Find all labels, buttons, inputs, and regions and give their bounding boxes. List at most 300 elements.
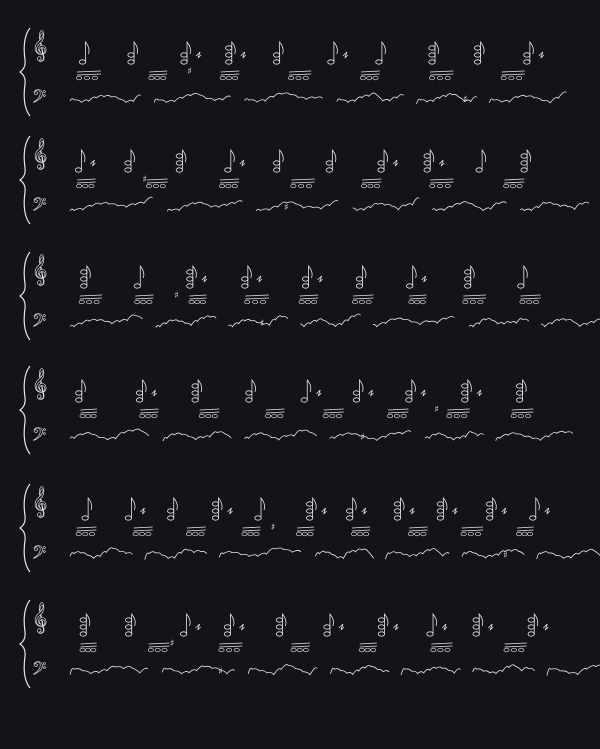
notehead	[192, 398, 198, 402]
notehead	[308, 532, 313, 536]
rest	[239, 624, 244, 630]
beamed-figure	[408, 527, 427, 536]
notehead	[528, 632, 534, 636]
beam	[504, 179, 524, 183]
notehead	[366, 300, 371, 304]
note-group	[273, 42, 283, 64]
notehead	[378, 632, 384, 636]
notehead	[136, 391, 142, 395]
beam	[430, 179, 453, 183]
notehead	[374, 184, 379, 188]
notehead	[373, 76, 378, 80]
stem-flag	[334, 42, 338, 62]
notehead	[353, 398, 359, 402]
sharp-icon: ♯	[360, 433, 365, 443]
stem-flag	[309, 266, 313, 286]
notehead	[387, 414, 392, 418]
notehead	[148, 648, 153, 652]
notehead	[302, 284, 308, 288]
notehead	[306, 502, 312, 506]
notehead	[303, 648, 308, 652]
note-group	[486, 498, 506, 520]
notehead	[80, 414, 85, 418]
notehead	[155, 76, 160, 80]
stem-flag	[534, 614, 538, 634]
note-group	[82, 498, 92, 520]
beam	[134, 527, 153, 531]
rest	[257, 276, 262, 282]
stem-flag	[282, 614, 286, 634]
notehead	[146, 414, 151, 418]
note-group	[473, 614, 493, 636]
note-group	[81, 266, 91, 288]
beam	[289, 71, 311, 75]
rest	[452, 508, 457, 514]
notehead	[378, 618, 384, 622]
notehead	[291, 184, 296, 188]
stem-flag	[131, 498, 135, 518]
stem-flag	[433, 614, 437, 634]
notehead	[160, 184, 165, 188]
beam	[243, 527, 261, 531]
notehead	[478, 300, 483, 304]
note-group	[378, 150, 398, 172]
beam	[80, 295, 102, 299]
notehead	[87, 300, 92, 304]
brace	[20, 600, 30, 688]
notehead	[302, 532, 307, 536]
notehead	[81, 270, 87, 274]
beamed-figure	[511, 409, 533, 418]
notehead	[224, 625, 230, 629]
notehead	[152, 414, 157, 418]
notehead	[260, 300, 265, 304]
rest	[409, 508, 414, 514]
note-group	[394, 498, 414, 520]
notehead	[79, 60, 85, 64]
notehead	[394, 516, 400, 520]
rest	[362, 508, 367, 514]
rest	[439, 160, 444, 166]
notehead	[77, 184, 82, 188]
notehead	[430, 184, 435, 188]
stem-flag	[468, 380, 472, 400]
notehead	[437, 184, 442, 188]
notehead	[254, 532, 259, 536]
stem-flag	[85, 42, 89, 62]
stem-flag	[252, 380, 256, 400]
beamed-figure	[520, 295, 541, 304]
notehead	[153, 184, 158, 188]
beam	[361, 71, 380, 75]
notehead	[139, 532, 144, 536]
notehead	[168, 509, 174, 513]
note-group	[125, 498, 145, 520]
notehead	[414, 300, 419, 304]
rest	[393, 160, 398, 166]
notehead	[475, 532, 480, 536]
notehead	[297, 648, 302, 652]
notehead	[516, 398, 522, 402]
notehead	[437, 76, 442, 80]
notehead	[378, 161, 384, 165]
rest	[539, 52, 544, 58]
rest	[502, 508, 507, 514]
beamed-figure	[430, 179, 454, 188]
stem-flag	[248, 266, 252, 286]
note-group	[324, 614, 344, 636]
stem-flag	[88, 498, 92, 518]
beam	[409, 295, 426, 299]
notehead	[357, 532, 362, 536]
notehead	[146, 184, 151, 188]
stem-flag	[332, 150, 336, 170]
notehead	[516, 532, 521, 536]
stem-flag	[536, 498, 540, 518]
notehead	[176, 168, 182, 172]
beamed-figure	[296, 527, 314, 536]
brace	[20, 136, 30, 224]
sharp-icon: ♯	[463, 95, 468, 105]
note-group	[80, 614, 90, 636]
beamed-figure	[76, 527, 96, 536]
note-group	[424, 150, 444, 172]
notehead	[306, 184, 311, 188]
notehead	[226, 184, 231, 188]
notehead	[212, 516, 218, 520]
bass-clef-icon: 𝄢	[32, 425, 47, 450]
beam	[149, 71, 167, 75]
notehead	[155, 648, 160, 652]
notehead	[192, 384, 198, 388]
notehead	[365, 648, 370, 652]
notehead	[474, 60, 480, 64]
stem-flag	[280, 150, 284, 170]
system	[20, 136, 589, 224]
notehead	[141, 300, 146, 304]
notehead	[134, 284, 140, 288]
rest	[339, 624, 344, 630]
notehead	[226, 46, 232, 50]
notehead	[186, 532, 191, 536]
beam	[135, 295, 153, 299]
notehead	[76, 391, 82, 395]
bass-clef-icon: 𝄢	[32, 195, 47, 220]
notehead	[352, 300, 357, 304]
bass-clef-icon: 𝄢	[32, 311, 47, 336]
notehead	[273, 53, 279, 57]
note-group	[76, 380, 86, 402]
stem-flag	[182, 150, 186, 170]
notehead	[136, 398, 142, 402]
system	[20, 28, 566, 116]
notehead	[128, 60, 134, 64]
notehead	[521, 154, 527, 158]
notehead	[255, 516, 261, 520]
treble-clef-icon: 𝄞	[32, 31, 48, 61]
notehead	[326, 161, 332, 165]
notehead	[351, 532, 356, 536]
stem-flag	[82, 380, 86, 400]
stem-flag	[430, 150, 434, 170]
notehead	[125, 632, 131, 636]
beam	[77, 71, 101, 75]
notehead	[273, 60, 279, 64]
stem-flag	[193, 266, 197, 286]
notehead	[193, 532, 198, 536]
notehead	[224, 632, 230, 636]
notehead	[394, 414, 399, 418]
beam	[300, 295, 319, 299]
notehead	[462, 391, 468, 395]
notehead	[306, 509, 312, 513]
beamed-figure	[135, 295, 154, 304]
notehead	[226, 60, 232, 64]
rest	[202, 276, 207, 282]
notehead	[80, 648, 85, 652]
note-group	[474, 42, 484, 64]
stem-flag	[482, 150, 486, 170]
notehead	[212, 509, 218, 513]
notehead	[234, 648, 239, 652]
note-group	[246, 380, 256, 402]
beamed-figure	[288, 71, 311, 80]
notehead	[187, 277, 193, 281]
note-group	[302, 266, 322, 288]
notehead	[125, 618, 131, 622]
note-group	[437, 498, 457, 520]
notehead	[180, 632, 186, 636]
beam	[362, 179, 381, 183]
beam	[431, 643, 452, 647]
beamed-figure	[409, 295, 427, 304]
beamed-figure	[77, 179, 96, 188]
notehead	[533, 300, 538, 304]
notehead	[328, 60, 334, 64]
notehead	[462, 384, 468, 388]
note-group	[255, 498, 265, 520]
beamed-figure	[148, 643, 169, 652]
notehead	[220, 76, 225, 80]
beam	[140, 409, 158, 413]
notehead	[135, 300, 140, 304]
notehead	[227, 648, 232, 652]
brace	[20, 28, 30, 116]
notehead	[82, 516, 88, 520]
brace	[20, 484, 30, 572]
notehead	[176, 161, 182, 165]
bass-clef-icon: 𝄢	[32, 659, 47, 684]
note-group	[125, 614, 135, 636]
stem-flag	[412, 380, 416, 400]
note-group	[212, 498, 232, 520]
notehead	[276, 625, 282, 629]
notehead	[91, 648, 96, 652]
notehead	[187, 270, 193, 274]
rest	[545, 508, 550, 514]
beam	[266, 409, 285, 413]
beam	[297, 527, 314, 531]
beam	[324, 409, 344, 413]
note-group	[224, 614, 244, 636]
stem-flag	[527, 150, 531, 170]
rest	[316, 390, 321, 396]
notehead	[486, 502, 492, 506]
notehead	[76, 398, 82, 402]
notehead	[199, 414, 204, 418]
stem-flag	[523, 380, 527, 400]
notehead	[242, 532, 247, 536]
notehead	[465, 284, 471, 288]
notehead	[511, 414, 516, 418]
notehead	[521, 168, 527, 172]
notehead	[299, 184, 304, 188]
notehead	[445, 76, 450, 80]
beamed-figure	[504, 179, 525, 188]
treble-clef-icon: 𝄞	[32, 603, 48, 633]
notehead	[273, 168, 279, 172]
notehead	[521, 161, 527, 165]
rest	[477, 390, 482, 396]
notehead	[146, 532, 151, 536]
stem-flag	[362, 266, 366, 286]
note-group	[326, 150, 336, 172]
stem-flag	[230, 614, 234, 634]
note-group	[276, 614, 286, 636]
note-group	[125, 150, 135, 172]
stem-flag	[359, 380, 363, 400]
notehead	[273, 161, 279, 165]
note-group	[75, 150, 95, 172]
notehead	[272, 414, 277, 418]
rest	[240, 160, 245, 166]
beamed-figure	[447, 409, 470, 418]
notehead	[83, 184, 88, 188]
note-group	[476, 150, 486, 172]
notehead	[376, 60, 382, 64]
notehead	[359, 648, 364, 652]
rest	[343, 52, 348, 58]
notehead	[470, 300, 475, 304]
notehead	[465, 277, 471, 281]
notehead	[359, 300, 364, 304]
rest	[318, 276, 323, 282]
notehead	[518, 414, 523, 418]
beam	[200, 409, 220, 413]
beam	[81, 643, 97, 647]
sharp-icon: ♯	[187, 67, 192, 77]
notehead	[91, 414, 96, 418]
notehead	[516, 384, 522, 388]
note-group	[530, 498, 550, 520]
notehead	[323, 414, 328, 418]
sharp-icon: ♯	[142, 175, 147, 185]
notehead	[504, 184, 509, 188]
notehead	[89, 184, 94, 188]
notehead	[128, 53, 134, 57]
notehead	[296, 532, 301, 536]
beam	[463, 295, 486, 299]
note-group	[226, 42, 246, 64]
notehead	[474, 46, 480, 50]
beamed-figure	[220, 71, 239, 80]
rest	[140, 508, 145, 514]
notehead	[447, 414, 452, 418]
notehead	[445, 648, 450, 652]
beamed-figure	[429, 71, 453, 80]
note-group	[225, 150, 245, 172]
notehead	[486, 516, 492, 520]
stem-flag	[353, 498, 357, 518]
notehead	[195, 300, 200, 304]
notehead	[486, 509, 492, 513]
notehead	[161, 76, 166, 80]
notehead	[356, 284, 362, 288]
notehead	[219, 184, 224, 188]
beamed-figure	[189, 295, 207, 304]
beamed-figure	[291, 643, 310, 652]
notehead	[89, 532, 94, 536]
notehead	[305, 300, 310, 304]
note-group	[516, 380, 526, 402]
notehead	[162, 648, 167, 652]
note-run	[70, 92, 566, 104]
beamed-figure	[76, 71, 100, 80]
notehead	[401, 414, 406, 418]
note-group	[306, 498, 326, 520]
beam	[388, 409, 408, 413]
notehead	[429, 60, 435, 64]
notehead	[516, 76, 521, 80]
notehead	[181, 60, 187, 64]
rest	[421, 390, 426, 396]
stem-flag	[524, 266, 528, 286]
notehead	[302, 277, 308, 281]
note-group	[187, 266, 207, 288]
treble-clef-icon: 𝄞	[32, 139, 48, 169]
notehead	[378, 168, 384, 172]
notehead	[248, 532, 253, 536]
stem-flag	[280, 42, 284, 62]
notehead	[424, 168, 430, 172]
notehead	[378, 625, 384, 629]
note-run	[70, 314, 600, 328]
notehead	[125, 625, 131, 629]
beam	[77, 179, 95, 183]
system	[20, 252, 600, 340]
note-group	[378, 614, 398, 636]
notehead	[431, 648, 436, 652]
notehead	[330, 414, 335, 418]
notehead	[371, 648, 376, 652]
note-group	[346, 498, 366, 520]
sharp-icon: ♯	[270, 523, 276, 533]
notehead	[524, 53, 530, 57]
beam	[221, 71, 240, 75]
notehead	[473, 618, 479, 622]
notehead	[522, 532, 527, 536]
rest	[90, 160, 95, 166]
notehead	[276, 618, 282, 622]
beamed-figure	[265, 409, 284, 418]
notehead	[476, 168, 482, 172]
stem-flag	[198, 380, 202, 400]
rest	[543, 624, 548, 630]
note-run	[70, 548, 600, 560]
stem-flag	[443, 498, 447, 518]
note-group	[136, 380, 156, 402]
beamed-figure	[361, 179, 381, 188]
